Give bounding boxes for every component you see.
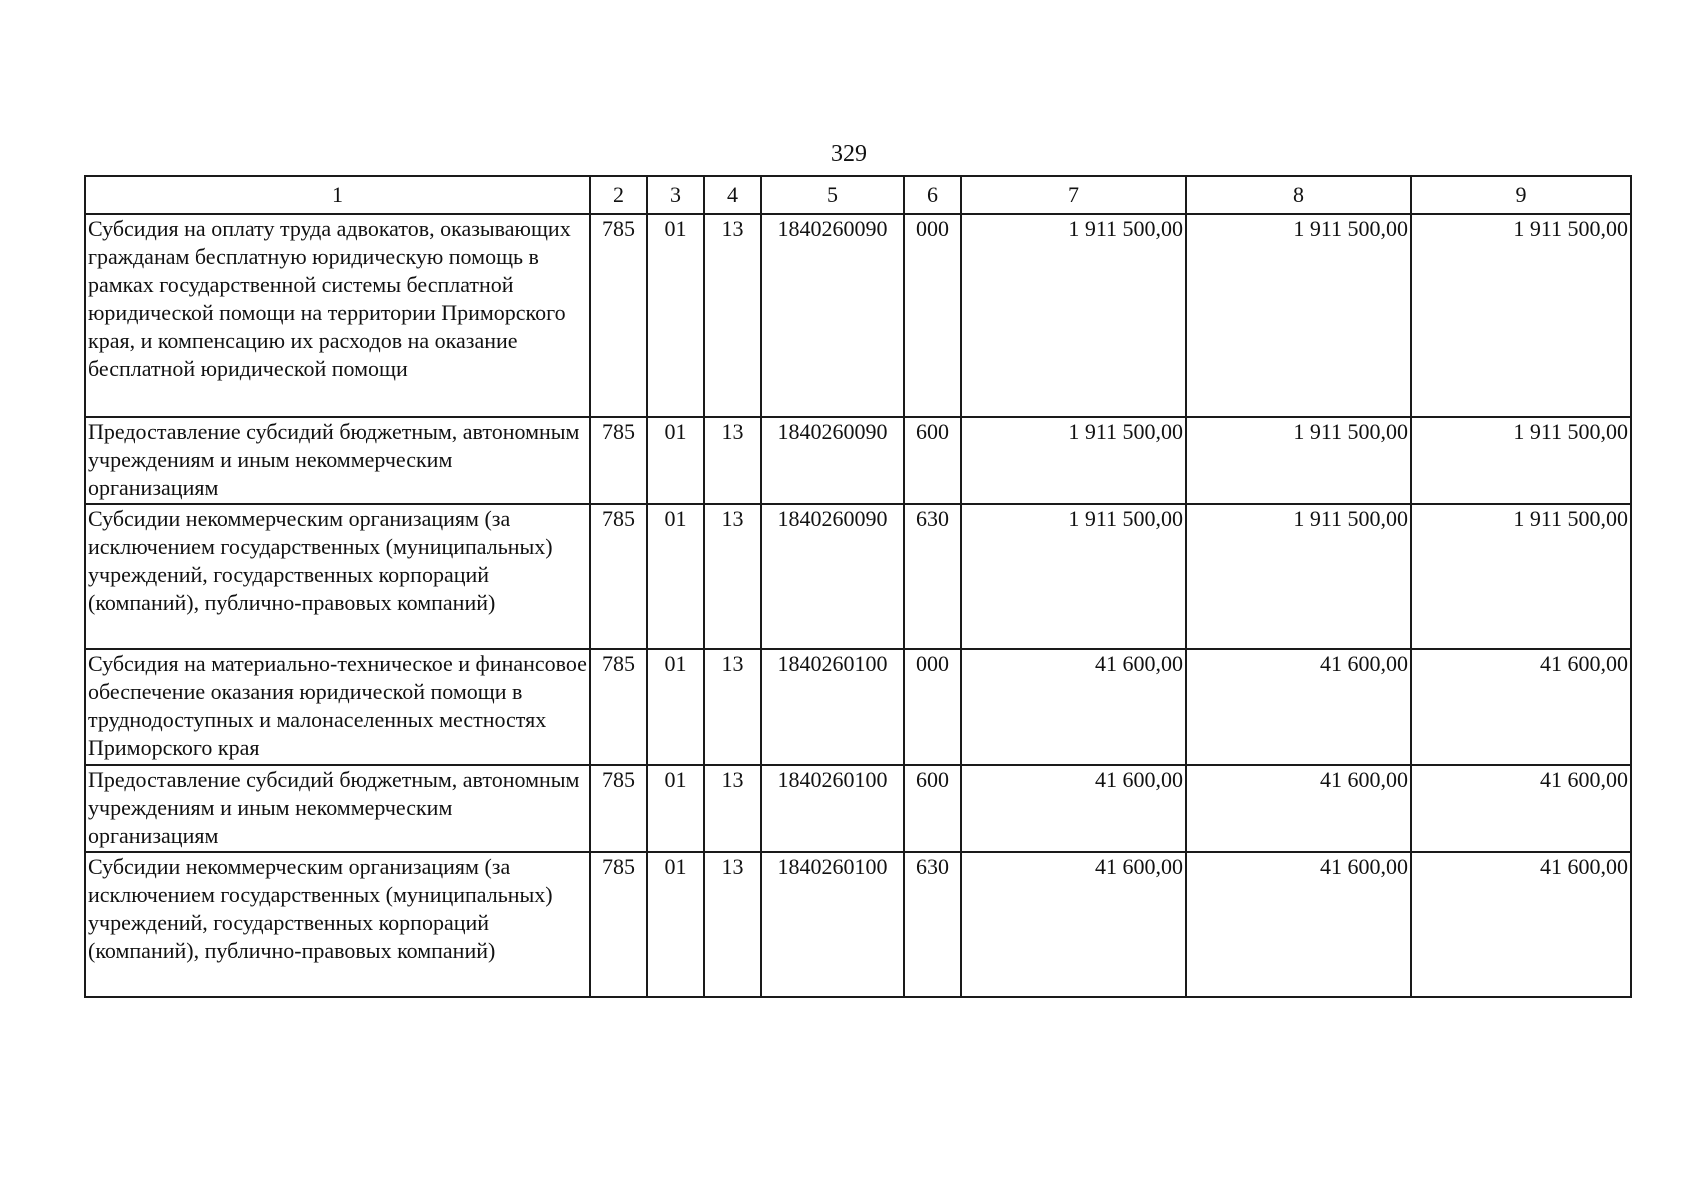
expense-type-code: 600: [904, 765, 961, 852]
header-row: [85, 176, 1631, 214]
amount-col7: 1 911 500,00: [961, 504, 1186, 649]
ministry-code: 785: [590, 504, 647, 649]
amount-col9: 1 911 500,00: [1411, 214, 1631, 417]
row-name: Субсидия на оплату труда адвокатов, оказывающих гражданам бесплатную юридическую помощь в рамках государственной системы бесплатной юридической помощи на территории Приморского края, и компенсацию их расходов на оказание бесплатной юридической помощи: [85, 214, 590, 417]
target-article-code: 1840260100: [761, 765, 904, 852]
subsection-code: 13: [704, 504, 761, 649]
subsection-code: 13: [704, 765, 761, 852]
page-number: 329: [831, 141, 867, 167]
table-row: [85, 649, 1631, 765]
amount-col8: 1 911 500,00: [1186, 214, 1411, 417]
amount-col9: 41 600,00: [1411, 852, 1631, 997]
column-header: 7: [961, 176, 1186, 214]
section-code: 01: [647, 214, 704, 417]
amount-col8: 1 911 500,00: [1186, 504, 1411, 649]
column-header: 5: [761, 176, 904, 214]
column-header: 9: [1411, 176, 1631, 214]
table-row: [85, 504, 1631, 649]
row-name: Субсидии некоммерческим организациям (за исключением государственных (муниципальных) учреждений, государственных корпораций (компаний), публично-правовых компаний): [85, 852, 590, 997]
amount-col9: 1 911 500,00: [1411, 504, 1631, 649]
ministry-code: 785: [590, 214, 647, 417]
table-row: [85, 852, 1631, 997]
amount-col8: 41 600,00: [1186, 649, 1411, 765]
expense-type-code: 000: [904, 214, 961, 417]
target-article-code: 1840260090: [761, 214, 904, 417]
section-code: 01: [647, 417, 704, 504]
amount-col8: 1 911 500,00: [1186, 417, 1411, 504]
row-name: Субсидия на материально-техническое и финансовое обеспечение оказания юридической помощи в труднодоступных и малонаселенных местностях Приморского края: [85, 649, 590, 765]
column-header: 1: [85, 176, 590, 214]
ministry-code: 785: [590, 765, 647, 852]
section-code: 01: [647, 852, 704, 997]
table-row: [85, 214, 1631, 417]
ministry-code: 785: [590, 417, 647, 504]
amount-col7: 41 600,00: [961, 765, 1186, 852]
target-article-code: 1840260100: [761, 852, 904, 997]
amount-col9: 41 600,00: [1411, 649, 1631, 765]
amount-col9: 1 911 500,00: [1411, 417, 1631, 504]
target-article-code: 1840260090: [761, 504, 904, 649]
expense-type-code: 630: [904, 852, 961, 997]
table-row: [85, 417, 1631, 504]
column-header: 2: [590, 176, 647, 214]
expense-type-code: 600: [904, 417, 961, 504]
column-header: 8: [1186, 176, 1411, 214]
row-name: Предоставление субсидий бюджетным, автономным учреждениям и иным некоммерческим организациям: [85, 417, 590, 504]
section-code: 01: [647, 504, 704, 649]
subsection-code: 13: [704, 649, 761, 765]
ministry-code: 785: [590, 852, 647, 997]
amount-col7: 1 911 500,00: [961, 214, 1186, 417]
subsection-code: 13: [704, 214, 761, 417]
amount-col7: 41 600,00: [961, 649, 1186, 765]
target-article-code: 1840260100: [761, 649, 904, 765]
column-header: 3: [647, 176, 704, 214]
subsection-code: 13: [704, 852, 761, 997]
expense-type-code: 630: [904, 504, 961, 649]
amount-col9: 41 600,00: [1411, 765, 1631, 852]
amount-col7: 41 600,00: [961, 852, 1186, 997]
expense-type-code: 000: [904, 649, 961, 765]
subsection-code: 13: [704, 417, 761, 504]
row-name: Предоставление субсидий бюджетным, автономным учреждениям и иным некоммерческим организациям: [85, 765, 590, 852]
amount-col8: 41 600,00: [1186, 852, 1411, 997]
column-header: 6: [904, 176, 961, 214]
section-code: 01: [647, 765, 704, 852]
target-article-code: 1840260090: [761, 417, 904, 504]
budget-table: [84, 175, 1632, 998]
section-code: 01: [647, 649, 704, 765]
ministry-code: 785: [590, 649, 647, 765]
table-row: [85, 765, 1631, 852]
column-header: 4: [704, 176, 761, 214]
row-name: Субсидии некоммерческим организациям (за исключением государственных (муниципальных) учреждений, государственных корпораций (компаний), публично-правовых компаний): [85, 504, 590, 649]
amount-col7: 1 911 500,00: [961, 417, 1186, 504]
amount-col8: 41 600,00: [1186, 765, 1411, 852]
